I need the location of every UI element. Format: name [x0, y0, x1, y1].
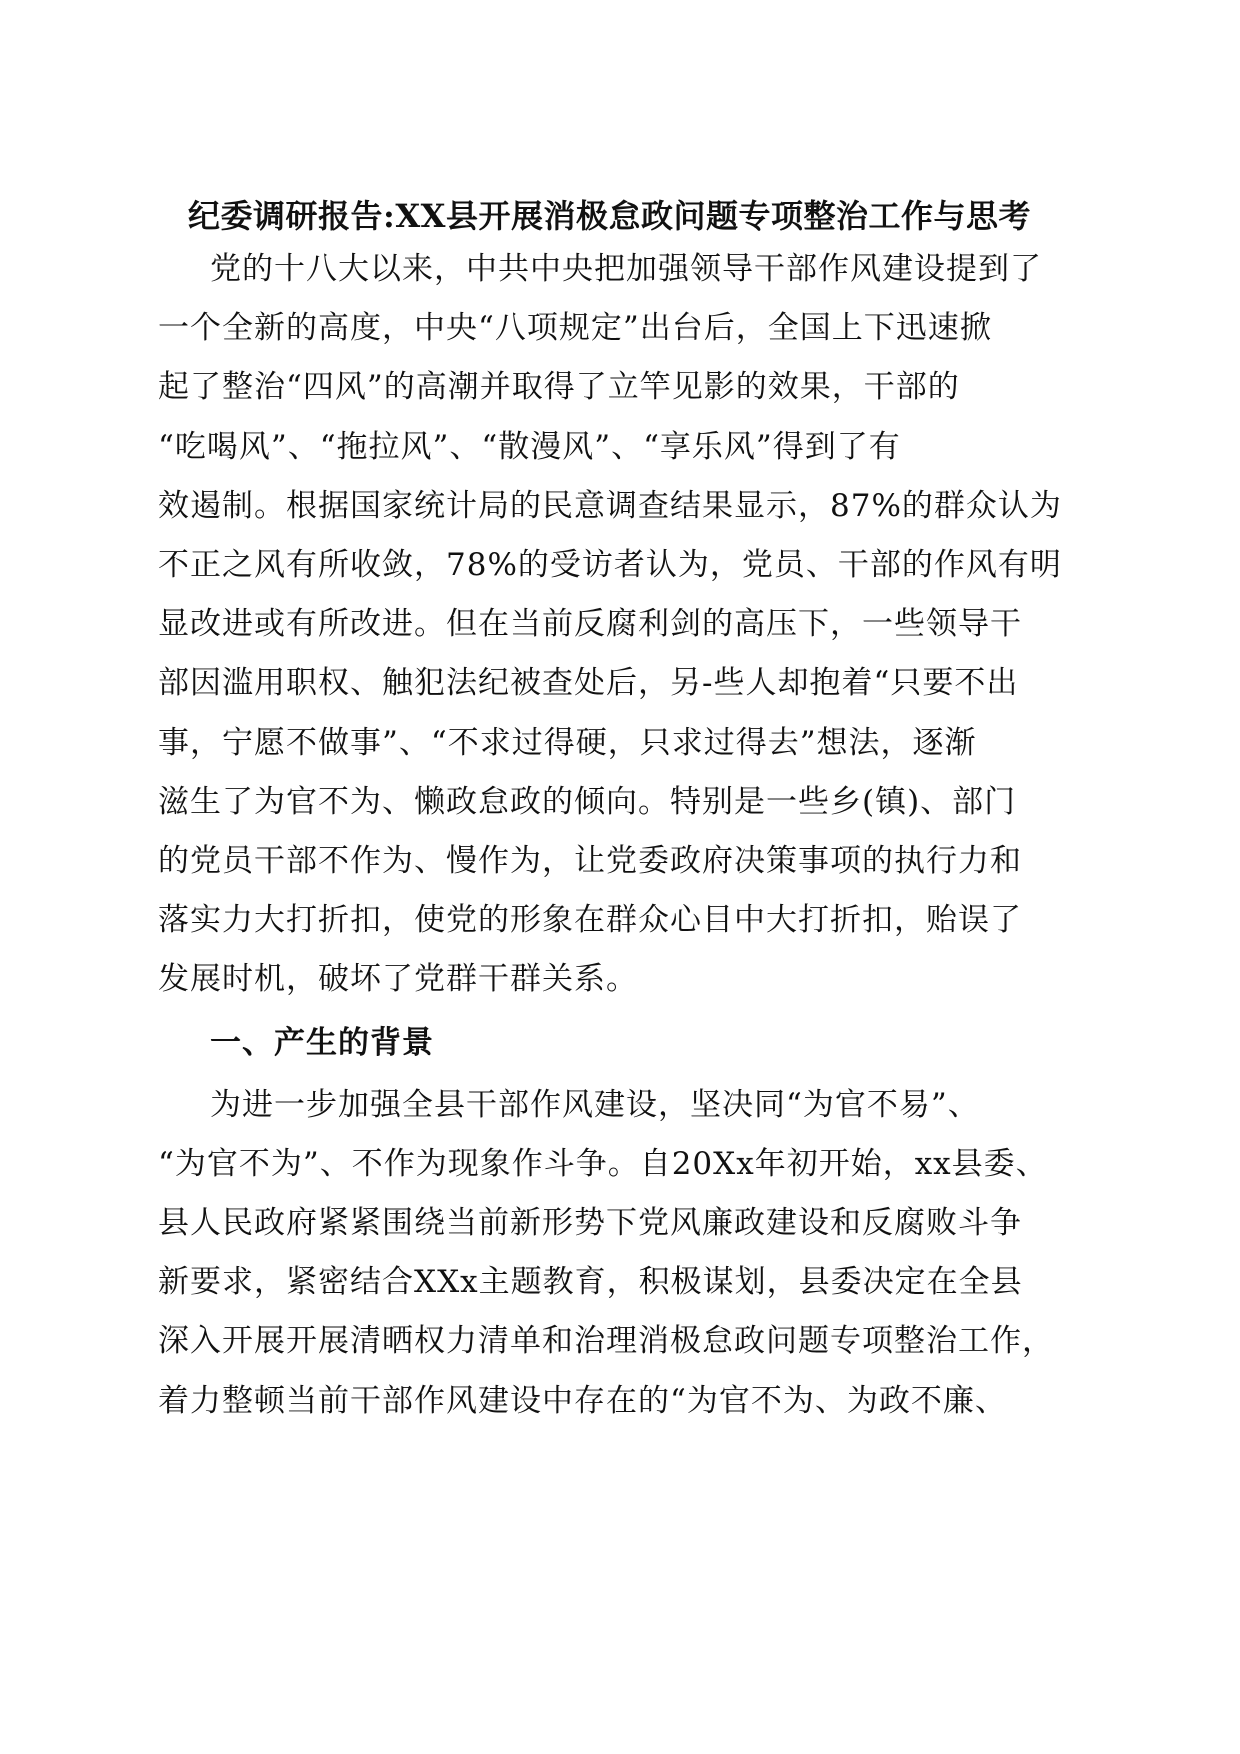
intro-paragraph	[158, 240, 1098, 1010]
section-heading: 一、产生的背景	[210, 1024, 434, 1061]
paragraph-line: “吃喝风”、“拖拉风”、“散漫风”、“享乐风”得到了有	[158, 428, 901, 465]
paragraph-line: 显改进或有所改进。但在当前反腐利剑的高压下，一些领导干	[158, 606, 1022, 643]
paragraph-line: 部因滥用职权、触犯法纪被查处后，另-些人却抱着“只要不出	[158, 665, 1019, 702]
paragraph-line: 发展时机，破坏了党群干群关系。	[158, 961, 638, 998]
document-body	[158, 192, 1098, 1431]
paragraph-line: 的党员干部不作为、慢作为，让党委政府决策事项的执行力和	[158, 843, 1022, 880]
paragraph-line: 效遏制。根据国家统计局的民意调查结果显示，87%的群众认为	[158, 487, 1062, 524]
paragraph-line: 深入开展开展清晒权力清单和治理消极怠政问题专项整治工作，	[158, 1323, 1054, 1360]
paragraph-line: 滋生了为官不为、懒政怠政的倾向。特别是一些乡(镇)、部门	[158, 783, 1017, 820]
paragraph-line: 党的十八大以来，中共中央把加强领导干部作风建设提到了	[210, 251, 1042, 287]
paragraph-line: 起了整治“四风”的高潮并取得了立竿见影的效果，干部的	[158, 369, 960, 406]
paragraph-line: 为进一步加强全县干部作风建设，坚决同“为官不易”、	[210, 1086, 980, 1123]
section-paragraph	[158, 1076, 1098, 1431]
paragraph-line: 县人民政府紧紧围绕当前新形势下党风廉政建设和反腐败斗争	[158, 1205, 1022, 1242]
paragraph-line: 事，宁愿不做事”、“不求过得硬，只求过得去”想法，逐渐	[158, 724, 977, 761]
paragraph-line: “为官不为”、不作为现象作斗争。自20Xx年初开始，xx县委、	[158, 1145, 1048, 1182]
paragraph-line: 一个全新的高度，中央“八项规定”出台后，全国上下迅速掀	[158, 310, 992, 347]
paragraph-line: 不正之风有所收敛，78%的受访者认为，党员、干部的作风有明	[158, 547, 1062, 584]
paragraph-line: 落实力大打折扣，使党的形象在群众心目中大打折扣，贻误了	[158, 902, 1022, 939]
paragraph-line: 新要求，紧密结合XXx主题教育，积极谋划，县委决定在全县	[158, 1264, 1023, 1301]
paragraph-line: 着力整顿当前干部作风建设中存在的“为官不为、为政不廉、	[158, 1382, 1007, 1419]
document-title: 纪委调研报告:XX县开展消极怠政问题专项整治工作与思考	[188, 197, 1031, 235]
